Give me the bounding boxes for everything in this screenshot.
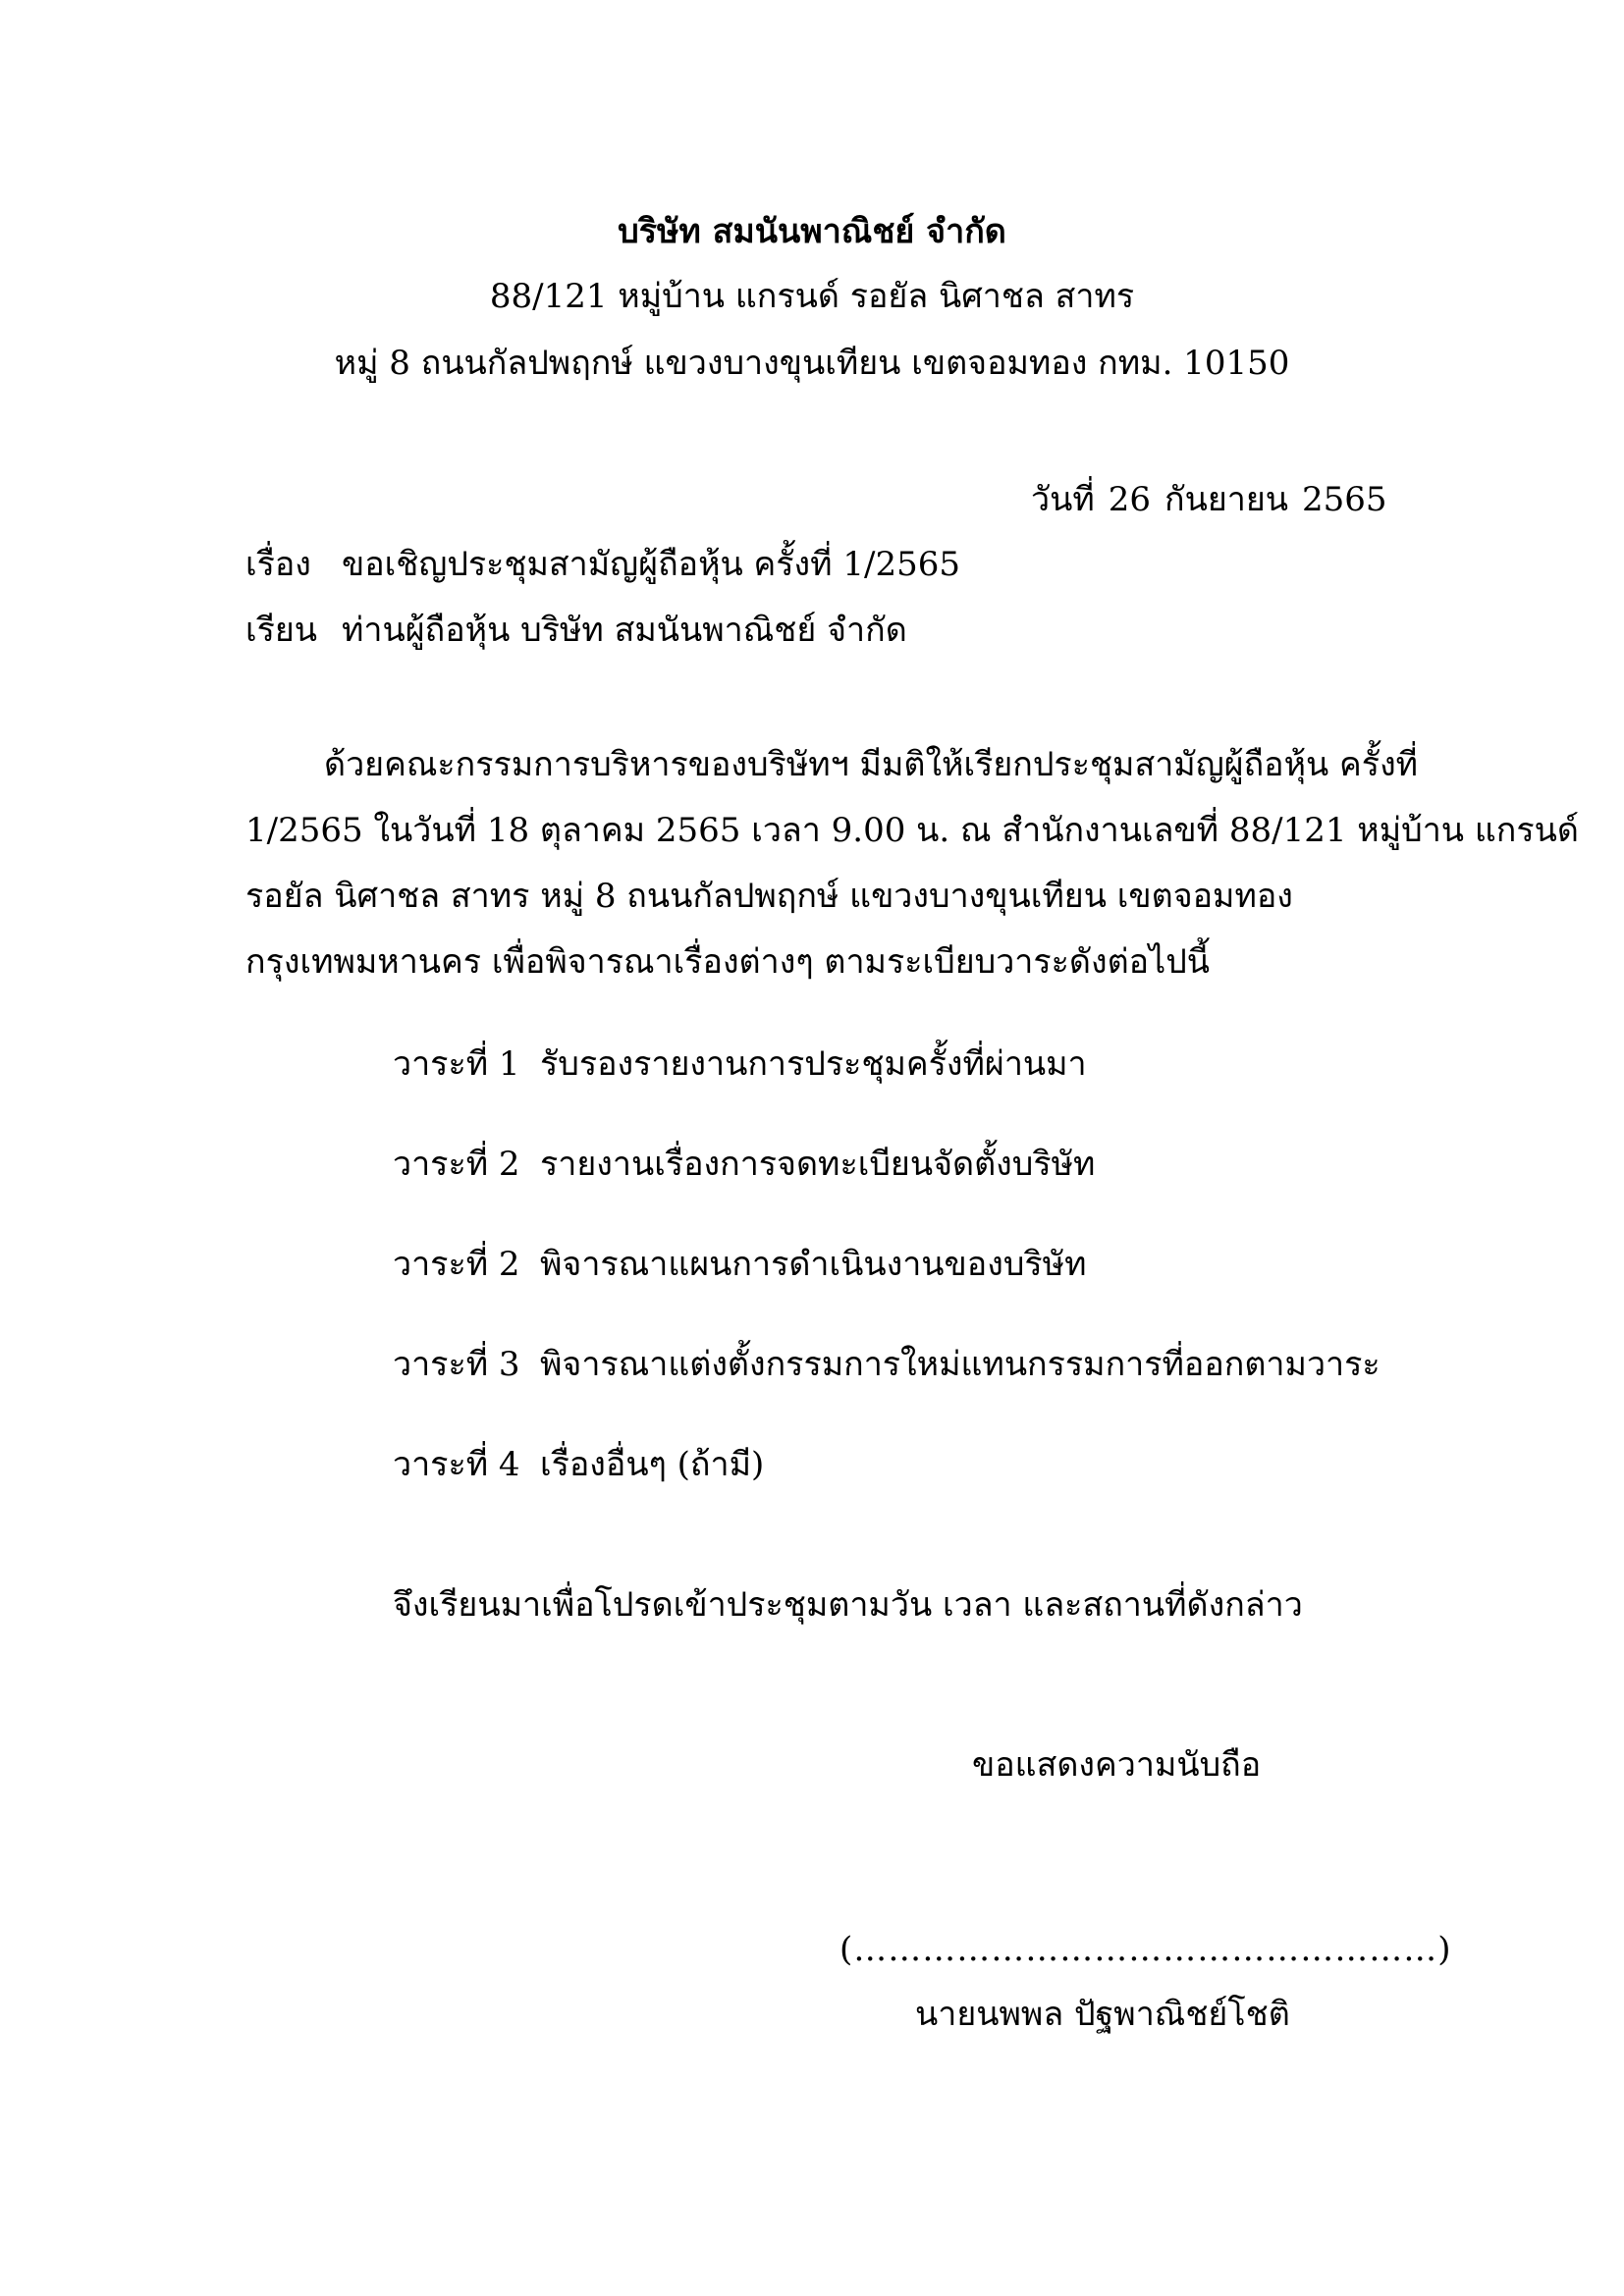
agenda-item-text: รายงานเรื่องการจดทะเบียนจัดตั้งบริษัท — [540, 1145, 1096, 1184]
subject-text: ขอเชิญประชุมสามัญผู้ถือหุ้น ครั้งที่ 1/2565 — [342, 545, 960, 584]
company-address-line-2: หมู่ 8 ถนนกัลปพฤกษ์ แขวงบางขุนเทียน เขตจอมทอง กทม. 10150 — [334, 344, 1290, 383]
date-month: กันยายน — [1164, 480, 1289, 519]
recipient-row — [245, 609, 907, 652]
agenda-item-text: รับรองรายงานการประชุมครั้งที่ผ่านมา — [540, 1044, 1087, 1084]
agenda-item-text: พิจารณาแผนการดำเนินงานของบริษัท — [540, 1245, 1087, 1284]
subject-label: เรื่อง — [245, 545, 311, 584]
agenda-item-label: วาระที่ 4 — [393, 1445, 520, 1484]
date-day: 26 — [1108, 480, 1152, 519]
date-label: วันที่ — [1031, 480, 1095, 519]
recipient-text: ท่านผู้ถือหุ้น บริษัท สมนันพาณิชย์ จำกัด — [342, 611, 907, 650]
signature-line: (……………………………………………) — [839, 1930, 1452, 1969]
body-line-4: กรุงเทพมหานคร เพื่อพิจารณาเรื่องต่างๆ ตามระเบียบวาระดังต่อไปนี้ — [245, 942, 1211, 982]
agenda-item — [393, 1042, 1087, 1086]
agenda-item-label: วาระที่ 2 — [393, 1145, 520, 1184]
subject-row — [245, 543, 960, 586]
agenda-item — [393, 1443, 764, 1486]
agenda-item-label: วาระที่ 2 — [393, 1245, 520, 1284]
agenda-item-label: วาระที่ 3 — [393, 1345, 520, 1384]
agenda-item — [393, 1243, 1086, 1286]
date-year: 2565 — [1302, 480, 1387, 519]
body-line-2: 1/2565 ในวันที่ 18 ตุลาคม 2565 เวลา 9.00 น. ณ สำนักงานเลขที่ 88/121 หมู่บ้าน แกรนด์ — [245, 811, 1579, 850]
agenda-item-label: วาระที่ 1 — [393, 1044, 520, 1084]
company-name: บริษัท สมนันพาณิชย์ จำกัด — [618, 212, 1006, 251]
agenda-item-text: พิจารณาแต่งตั้งกรรมการใหม่แทนกรรมการที่ออกตามวาระ — [540, 1345, 1380, 1384]
company-address-line-1: 88/121 หมู่บ้าน แกรนด์ รอยัล นิศาชล สาทร — [489, 277, 1135, 316]
closing-sentence: จึงเรียนมาเพื่อโปรดเข้าประชุมตามวัน เวลา และสถานที่ดังกล่าว — [393, 1585, 1303, 1625]
regards-text: ขอแสดงความนับถือ — [972, 1745, 1262, 1785]
agenda-item — [393, 1143, 1095, 1186]
body-line-1: ด้วยคณะกรรมการบริหารของบริษัทฯ มีมติให้เรียกประชุมสามัญผู้ถือหุ้น ครั้งที่ — [324, 745, 1419, 784]
recipient-label: เรียน — [245, 611, 318, 650]
signatory-name: นายนพพล ปัฐพาณิชย์โชติ — [915, 1995, 1290, 2034]
agenda-item-text: เรื่องอื่นๆ (ถ้ามี) — [540, 1445, 765, 1484]
body-line-3: รอยัล นิศาชล สาทร หมู่ 8 ถนนกัลปพฤกษ์ แขวงบางขุนเทียน เขตจอมทอง — [245, 877, 1293, 916]
agenda-item — [393, 1343, 1380, 1386]
letter-date — [1031, 478, 1387, 521]
